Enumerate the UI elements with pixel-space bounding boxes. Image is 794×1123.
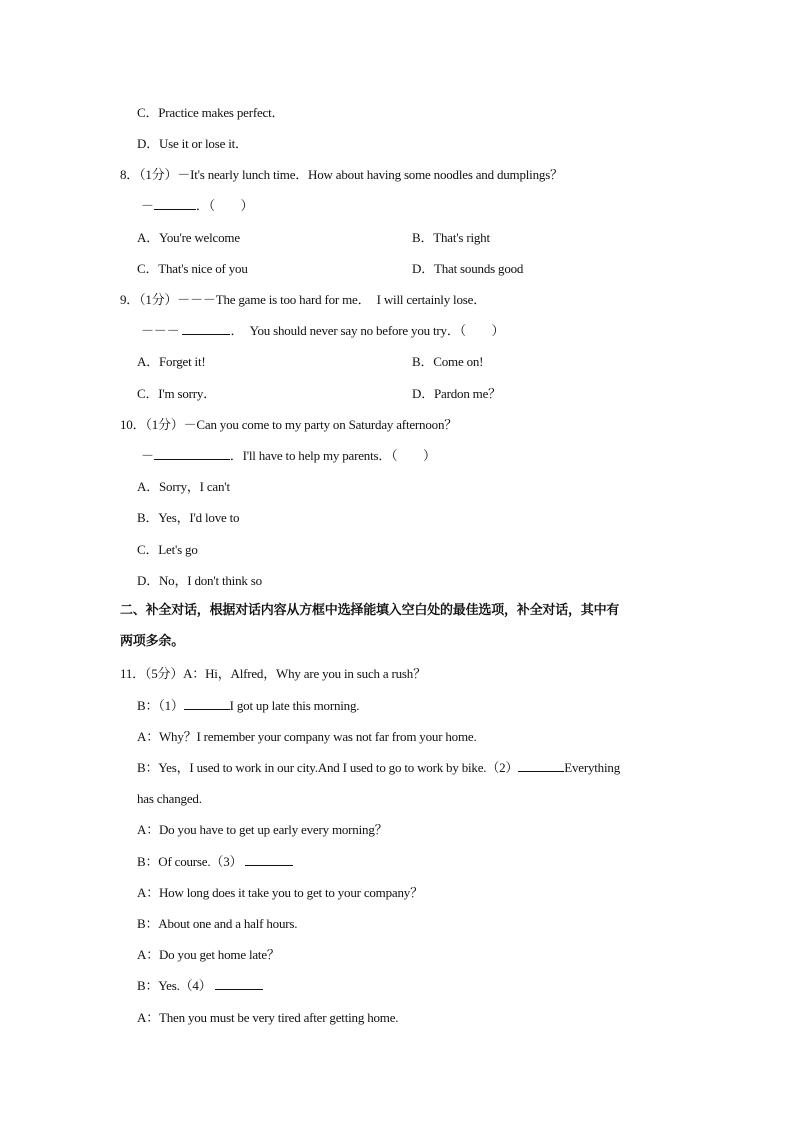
q8-option-a: A．You're welcome xyxy=(137,230,240,245)
q11-b2 xyxy=(137,760,620,776)
q11-a5: A：Do you get home late？ xyxy=(137,947,280,962)
q8-option-c: C．That's nice of you xyxy=(137,261,248,276)
q11-b1-prefix: B：（1） xyxy=(137,698,184,713)
q9-option-a: A．Forget it! xyxy=(137,354,206,369)
q11-b4: B：About one and a half hours. xyxy=(137,916,298,931)
q10-answer-prefix: － xyxy=(141,448,154,463)
q10-option-b: B．Yes，I'd love to xyxy=(137,510,240,525)
q9-option-b: B．Come on! xyxy=(412,354,484,369)
q11-b2-suffix: Everything xyxy=(564,760,620,775)
q11-b1-suffix: I got up late this morning. xyxy=(229,698,360,713)
q11-b3-prefix: B：Of course.（3） xyxy=(137,854,243,869)
q11-b5-prefix: B：Yes.（4） xyxy=(137,978,212,993)
q8-option-b: B．That's right xyxy=(412,230,490,245)
q10-stem: 10．（1分）－Can you come to my party on Saturday afternoon？ xyxy=(120,417,458,432)
q8-stem: 8．（1分）－It's nearly lunch time．How about having some noodles and dumplings？ xyxy=(120,167,563,182)
section2-heading-line2: 两项多余。 xyxy=(120,634,185,649)
q11-blank-4 xyxy=(215,978,263,990)
q11-a2: A：Why？I remember your company was not far from your home. xyxy=(137,729,477,744)
q10-option-a: A．Sorry，I can't xyxy=(137,479,230,494)
q10-answer-suffix: ．I'll have to help my parents．（ ） xyxy=(229,448,436,463)
q9-answer-suffix: ． You should never say no before you try．（ ） xyxy=(230,323,505,338)
q10-option-c: C．Let's go xyxy=(137,542,198,557)
q10-option-d: D．No，I don't think so xyxy=(137,573,262,588)
q11-a3: A：Do you have to get up early every morning？ xyxy=(137,822,388,837)
q11-stem: 11．（5分）A：Hi，Alfred，Why are you in such a rush？ xyxy=(120,666,426,681)
q11-b1 xyxy=(137,698,359,714)
q11-blank-3 xyxy=(245,854,293,866)
q9-option-d: D．Pardon me？ xyxy=(412,386,501,401)
q11-b5 xyxy=(137,978,263,994)
q11-b3 xyxy=(137,854,293,870)
q10-answer-line xyxy=(141,448,436,464)
q7-option-d: D．Use it or lose it． xyxy=(137,136,248,151)
q11-a6: A：Then you must be very tired after getting home. xyxy=(137,1010,399,1025)
q11-b2-prefix: B：Yes，I used to work in our city.And I used to go to work by bike.（2） xyxy=(137,760,519,775)
q9-answer-line xyxy=(141,323,504,339)
q8-blank xyxy=(154,198,196,210)
q8-answer-line xyxy=(141,198,253,214)
q9-answer-prefix: －－－ xyxy=(141,323,180,338)
q11-b2-continued: has changed. xyxy=(137,791,202,806)
q11-blank-1 xyxy=(184,698,230,710)
q10-blank xyxy=(154,448,230,460)
q11-a4: A：How long does it take you to get to your company？ xyxy=(137,885,423,900)
q8-answer-suffix: ．（ ） xyxy=(195,198,254,213)
q8-answer-prefix: － xyxy=(141,198,154,213)
q11-blank-2 xyxy=(518,760,564,772)
q9-option-c: C．I'm sorry． xyxy=(137,386,217,401)
q8-option-d: D．That sounds good xyxy=(412,261,524,276)
q9-stem: 9．（1分）－－－The game is too hard for me． I will certainly lose． xyxy=(120,292,487,307)
section2-heading-line1: 二、补全对话，根据对话内容从方框中选择能填入空白处的最佳选项，补全对话，其中有 xyxy=(120,603,620,618)
q7-option-c: C．Practice makes perfect． xyxy=(137,105,285,120)
q9-blank xyxy=(182,323,230,335)
